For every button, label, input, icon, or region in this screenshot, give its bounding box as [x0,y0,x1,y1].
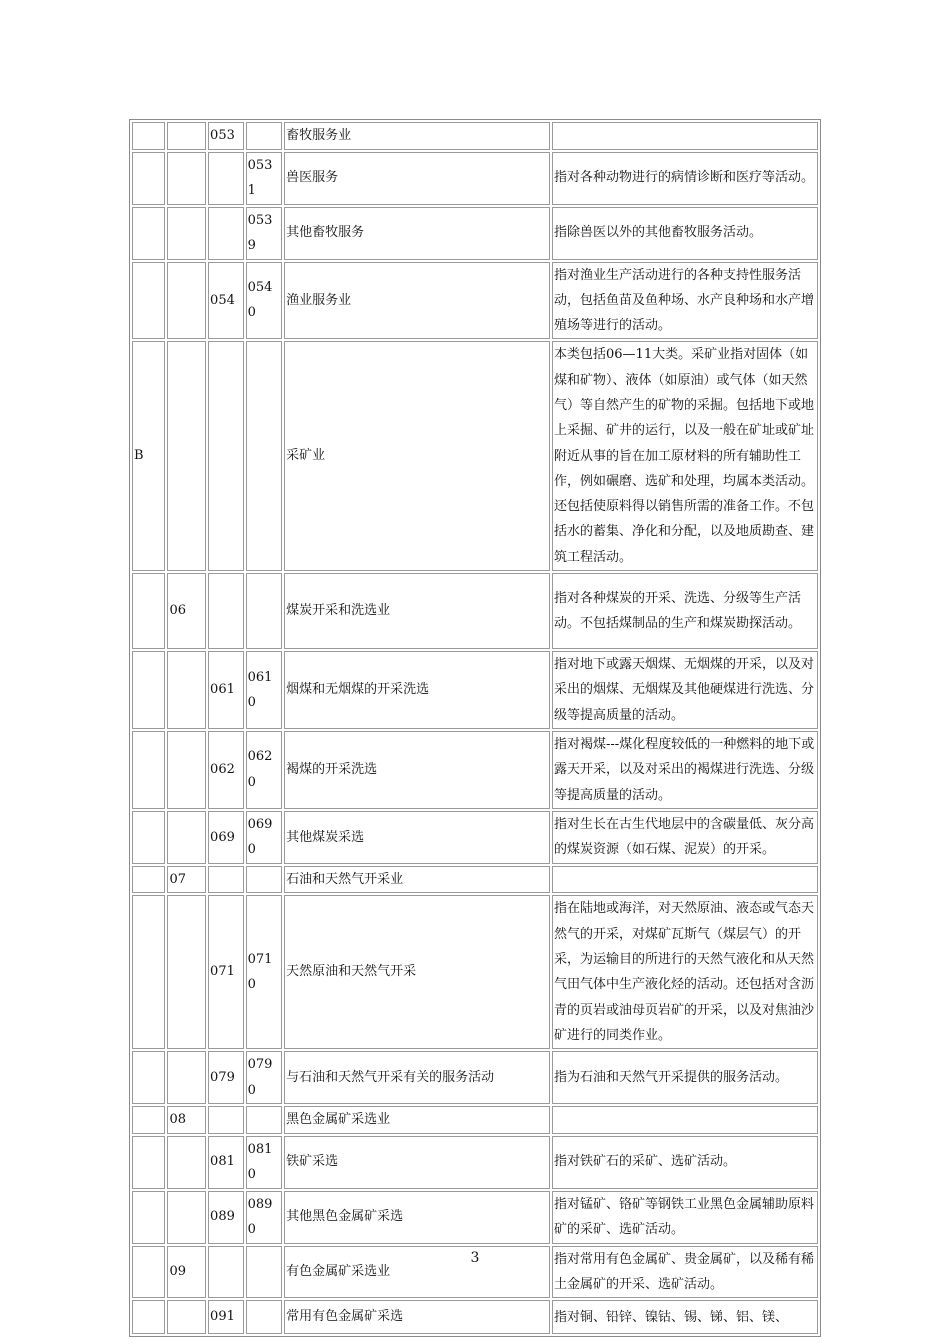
group-code-cell [208,573,244,649]
group-code-cell: 091 [208,1300,244,1334]
group-code-cell: 081 [208,1136,244,1189]
class-code-cell: 0531 [246,152,283,205]
category-name-cell: 渔业服务业 [284,262,550,340]
table-row [132,262,818,340]
section-code-cell [132,207,165,260]
group-code-cell: 079 [208,1051,244,1104]
section-code-cell [132,262,165,340]
section-code-cell [132,152,165,205]
division-code-cell: 07 [167,866,206,894]
category-name-cell: 采矿业 [284,341,550,571]
table-row [132,866,818,894]
table-row [132,1051,818,1104]
division-code-cell [167,1136,206,1189]
category-name-cell: 其他黑色金属矿采选 [284,1191,550,1244]
description-cell: 指除兽医以外的其他畜牧服务活动。 [552,207,818,260]
table-row [132,573,818,649]
section-code-cell [132,1051,165,1104]
section-code-cell [132,1106,165,1134]
description-cell: 指对常用有色金属矿、贵金属矿，以及稀有稀土金属矿的开采、选矿活动。 [552,1246,818,1299]
industry-classification-table [129,119,821,1337]
class-code-cell: 0810 [246,1136,283,1189]
group-code-cell: 069 [208,811,244,864]
description-cell: 指在陆地或海洋，对天然原油、液态或气态天然气的开采，对煤矿瓦斯气（煤层气）的开采，为运输目的所进行的天然气液化和从天然气田气体中生产液化烃的活动。还包括对含沥青的页岩或油母页岩矿的开采，以及对焦油沙矿进行的同类作业。 [552,895,818,1049]
division-code-cell [167,651,206,729]
table-row [132,651,818,729]
table-row [132,207,818,260]
class-code-cell: 0690 [246,811,283,864]
description-cell: 指对各种煤炭的开采、洗选、分级等生产活动。不包括煤制品的生产和煤炭勘探活动。 [552,573,818,649]
category-name-cell: 与石油和天然气开采有关的服务活动 [284,1051,550,1104]
division-code-cell [167,1051,206,1104]
group-code-cell [208,207,244,260]
table-row [132,811,818,864]
category-name-cell: 有色金属矿采选业 [284,1246,550,1299]
class-code-cell: 0710 [246,895,283,1049]
description-cell: 指对铜、铅锌、镍钴、锡、锑、铝、镁、 [552,1300,818,1334]
division-code-cell: 09 [167,1246,206,1299]
section-code-cell [132,651,165,729]
class-code-cell: 0790 [246,1051,283,1104]
category-name-cell: 铁矿采选 [284,1136,550,1189]
description-cell [552,866,818,894]
group-code-cell: 071 [208,895,244,1049]
table-row [132,152,818,205]
group-code-cell: 089 [208,1191,244,1244]
description-cell: 指对各种动物进行的病情诊断和医疗等活动。 [552,152,818,205]
class-code-cell: 0610 [246,651,283,729]
class-code-cell: 0890 [246,1191,283,1244]
class-code-cell [246,1300,283,1334]
group-code-cell [208,1106,244,1134]
division-code-cell [167,122,206,150]
group-code-cell: 062 [208,731,244,809]
category-name-cell: 天然原油和天然气开采 [284,895,550,1049]
category-name-cell: 常用有色金属矿采选 [284,1300,550,1334]
description-cell: 指对锰矿、铬矿等钢铁工业黑色金属辅助原料矿的采矿、选矿活动。 [552,1191,818,1244]
division-code-cell [167,1300,206,1334]
class-code-cell [246,341,283,571]
class-code-cell [246,1106,283,1134]
category-name-cell: 石油和天然气开采业 [284,866,550,894]
category-name-cell: 其他畜牧服务 [284,207,550,260]
table-row [132,1136,818,1189]
table-row [132,1191,818,1244]
division-code-cell [167,262,206,340]
class-code-cell: 0620 [246,731,283,809]
description-cell: 指为石油和天然气开采提供的服务活动。 [552,1051,818,1104]
section-code-cell [132,895,165,1049]
group-code-cell [208,866,244,894]
description-cell: 指对生长在古生代地层中的含碳量低、灰分高的煤炭资源（如石煤、泥炭）的开采。 [552,811,818,864]
class-code-cell: 0539 [246,207,283,260]
division-code-cell [167,341,206,571]
class-code-cell [246,573,283,649]
class-code-cell [246,866,283,894]
table-row [132,341,818,571]
division-code-cell [167,152,206,205]
section-code-cell [132,122,165,150]
group-code-cell: 054 [208,262,244,340]
section-code-cell [132,1136,165,1189]
class-code-cell [246,122,283,150]
table-row [132,1106,818,1134]
description-cell [552,1106,818,1134]
section-code-cell [132,573,165,649]
table-row [132,1300,818,1334]
section-code-cell [132,811,165,864]
group-code-cell: 053 [208,122,244,150]
description-cell: 指对褐煤---煤化程度较低的一种燃料的地下或露天开采，以及对采出的褐煤进行洗选、分级等提高质量的活动。 [552,731,818,809]
table-body [132,122,818,1334]
group-code-cell: 061 [208,651,244,729]
description-cell: 本类包括06—11大类。采矿业指对固体（如煤和矿物）、液体（如原油）或气体（如天然气）等自然产生的矿物的采掘。包括地下或地上采掘、矿井的运行，以及一般在矿址或矿址附近从事的旨在加工原材料的所有辅助性工作，例如碾磨、选矿和处理，均属本类活动。还包括使原料得以销售所需的准备工作。不包括水的蓄集、净化和分配，以及地质勘查、建筑工程活动。 [552,341,818,571]
section-code-cell [132,1191,165,1244]
table-row [132,731,818,809]
division-code-cell [167,731,206,809]
description-cell: 指对渔业生产活动进行的各种支持性服务活动，包括鱼苗及鱼种场、水产良种场和水产增殖场等进行的活动。 [552,262,818,340]
description-cell: 指对地下或露天烟煤、无烟煤的开采，以及对采出的烟煤、无烟煤及其他硬煤进行洗选、分级等提高质量的活动。 [552,651,818,729]
division-code-cell: 08 [167,1106,206,1134]
category-name-cell: 烟煤和无烟煤的开采洗选 [284,651,550,729]
category-name-cell: 兽医服务 [284,152,550,205]
category-name-cell: 畜牧服务业 [284,122,550,150]
section-code-cell: B [132,341,165,571]
description-cell: 指对铁矿石的采矿、选矿活动。 [552,1136,818,1189]
group-code-cell [208,341,244,571]
table-row [132,122,818,150]
section-code-cell [132,866,165,894]
division-code-cell [167,895,206,1049]
class-code-cell: 0540 [246,262,283,340]
division-code-cell [167,811,206,864]
division-code-cell [167,1191,206,1244]
section-code-cell [132,731,165,809]
category-name-cell: 褐煤的开采洗选 [284,731,550,809]
category-name-cell: 煤炭开采和洗选业 [284,573,550,649]
description-cell [552,122,818,150]
page-number: 3 [470,1250,480,1266]
category-name-cell: 黑色金属矿采选业 [284,1106,550,1134]
section-code-cell [132,1300,165,1334]
division-code-cell [167,207,206,260]
division-code-cell: 06 [167,573,206,649]
category-name-cell: 其他煤炭采选 [284,811,550,864]
table-row [132,895,818,1049]
group-code-cell [208,152,244,205]
